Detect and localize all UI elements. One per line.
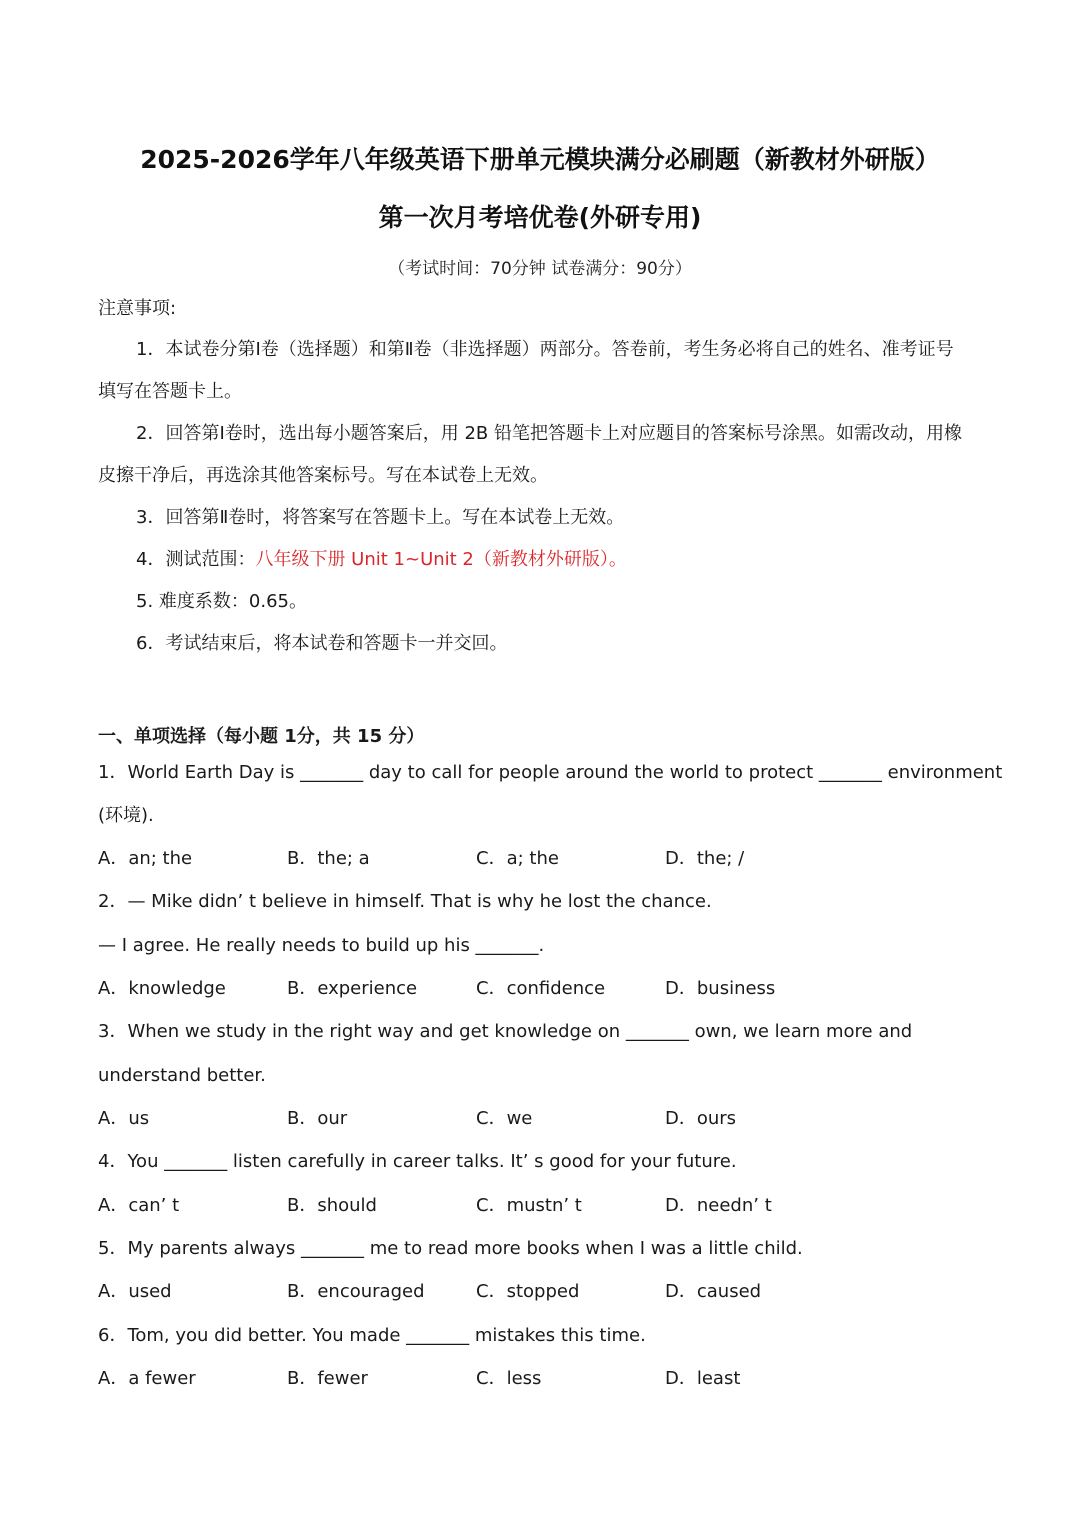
option-a: A．us [98,1108,150,1129]
section-heading: 一、单项选择（每小题 1分，共 15 分） [98,726,425,747]
option-c: C．a; the [476,848,559,869]
exam-info: （考试时间：70分钟 试卷满分：90分） [388,259,692,279]
option-c: C．we [476,1108,533,1129]
option-d: D．ours [665,1108,737,1129]
question-stem: 6．Tom, you did better. You made _______ mistakes this time. [98,1325,646,1346]
test-scope: 八年级下册 Unit 1~Unit 2（新教材外研版）。 [255,549,627,570]
note-item-1-cont: 填写在答题卡上。 [98,381,242,402]
question-stem-cont: — I agree. He really needs to build up his _______. [98,935,545,956]
option-d: D．business [665,978,776,999]
option-a: A．an; the [98,848,193,869]
question-stem: 2．— Mike didn’ t believe in himself. That is why he lost the chance. [98,891,712,912]
question-stem: 5．My parents always _______ me to read more books when I was a little child. [98,1238,803,1259]
note-item-4 [136,547,990,573]
note-item-6: 6．考试结束后，将本试卷和答题卡一并交回。 [136,633,508,654]
note-item-2-cont: 皮擦干净后，再选涂其他答案标号。写在本试卷上无效。 [98,465,548,486]
page-title-line1: 2025-2026学年八年级英语下册单元模块满分必刷题（新教材外研版） [140,145,940,174]
option-b: B．should [287,1195,377,1216]
option-a: A．knowledge [98,978,226,999]
option-d: D．caused [665,1281,762,1302]
option-d: D．least [665,1368,741,1389]
question-stem: 1．World Earth Day is _______ day to call for people around the world to protect _______ environment [98,762,1003,783]
notes-heading: 注意事项: [98,298,177,319]
option-b: B．fewer [287,1368,368,1389]
question-stem: 3．When we study in the right way and get knowledge on _______ own, we learn more and [98,1021,913,1042]
option-c: C．stopped [476,1281,580,1302]
option-c: C．mustn’ t [476,1195,582,1216]
question-stem-cont: (环境). [98,805,154,826]
page-title-line2: 第一次月考培优卷(外研专用) [378,203,702,232]
note-item-2: 2．回答第Ⅰ卷时，选出每小题答案后，用 2B 铅笔把答题卡上对应题目的答案标号涂黑。如需改动，用橡 [136,423,963,444]
note-item-4-prefix: 4．测试范围： [136,549,256,570]
question-stem-cont: understand better. [98,1065,266,1086]
option-b: B．our [287,1108,348,1129]
note-item-3: 3．回答第Ⅱ卷时，将答案写在答题卡上。写在本试卷上无效。 [136,507,625,528]
note-item-1: 1．本试卷分第Ⅰ卷（选择题）和第Ⅱ卷（非选择题）两部分。答卷前，考生务必将自己的姓名、准考证号 [136,339,954,360]
option-b: B．encouraged [287,1281,425,1302]
question-stem: 4．You _______ listen carefully in career talks. It’ s good for your future. [98,1151,737,1172]
option-a: A．a fewer [98,1368,196,1389]
option-c: C．less [476,1368,542,1389]
option-d: D．needn’ t [665,1195,772,1216]
note-item-5: 5. 难度系数：0.65。 [136,591,307,612]
option-a: A．used [98,1281,172,1302]
option-b: B．the; a [287,848,370,869]
option-c: C．confidence [476,978,606,999]
option-d: D．the; / [665,848,745,869]
option-a: A．can’ t [98,1195,180,1216]
option-b: B．experience [287,978,418,999]
